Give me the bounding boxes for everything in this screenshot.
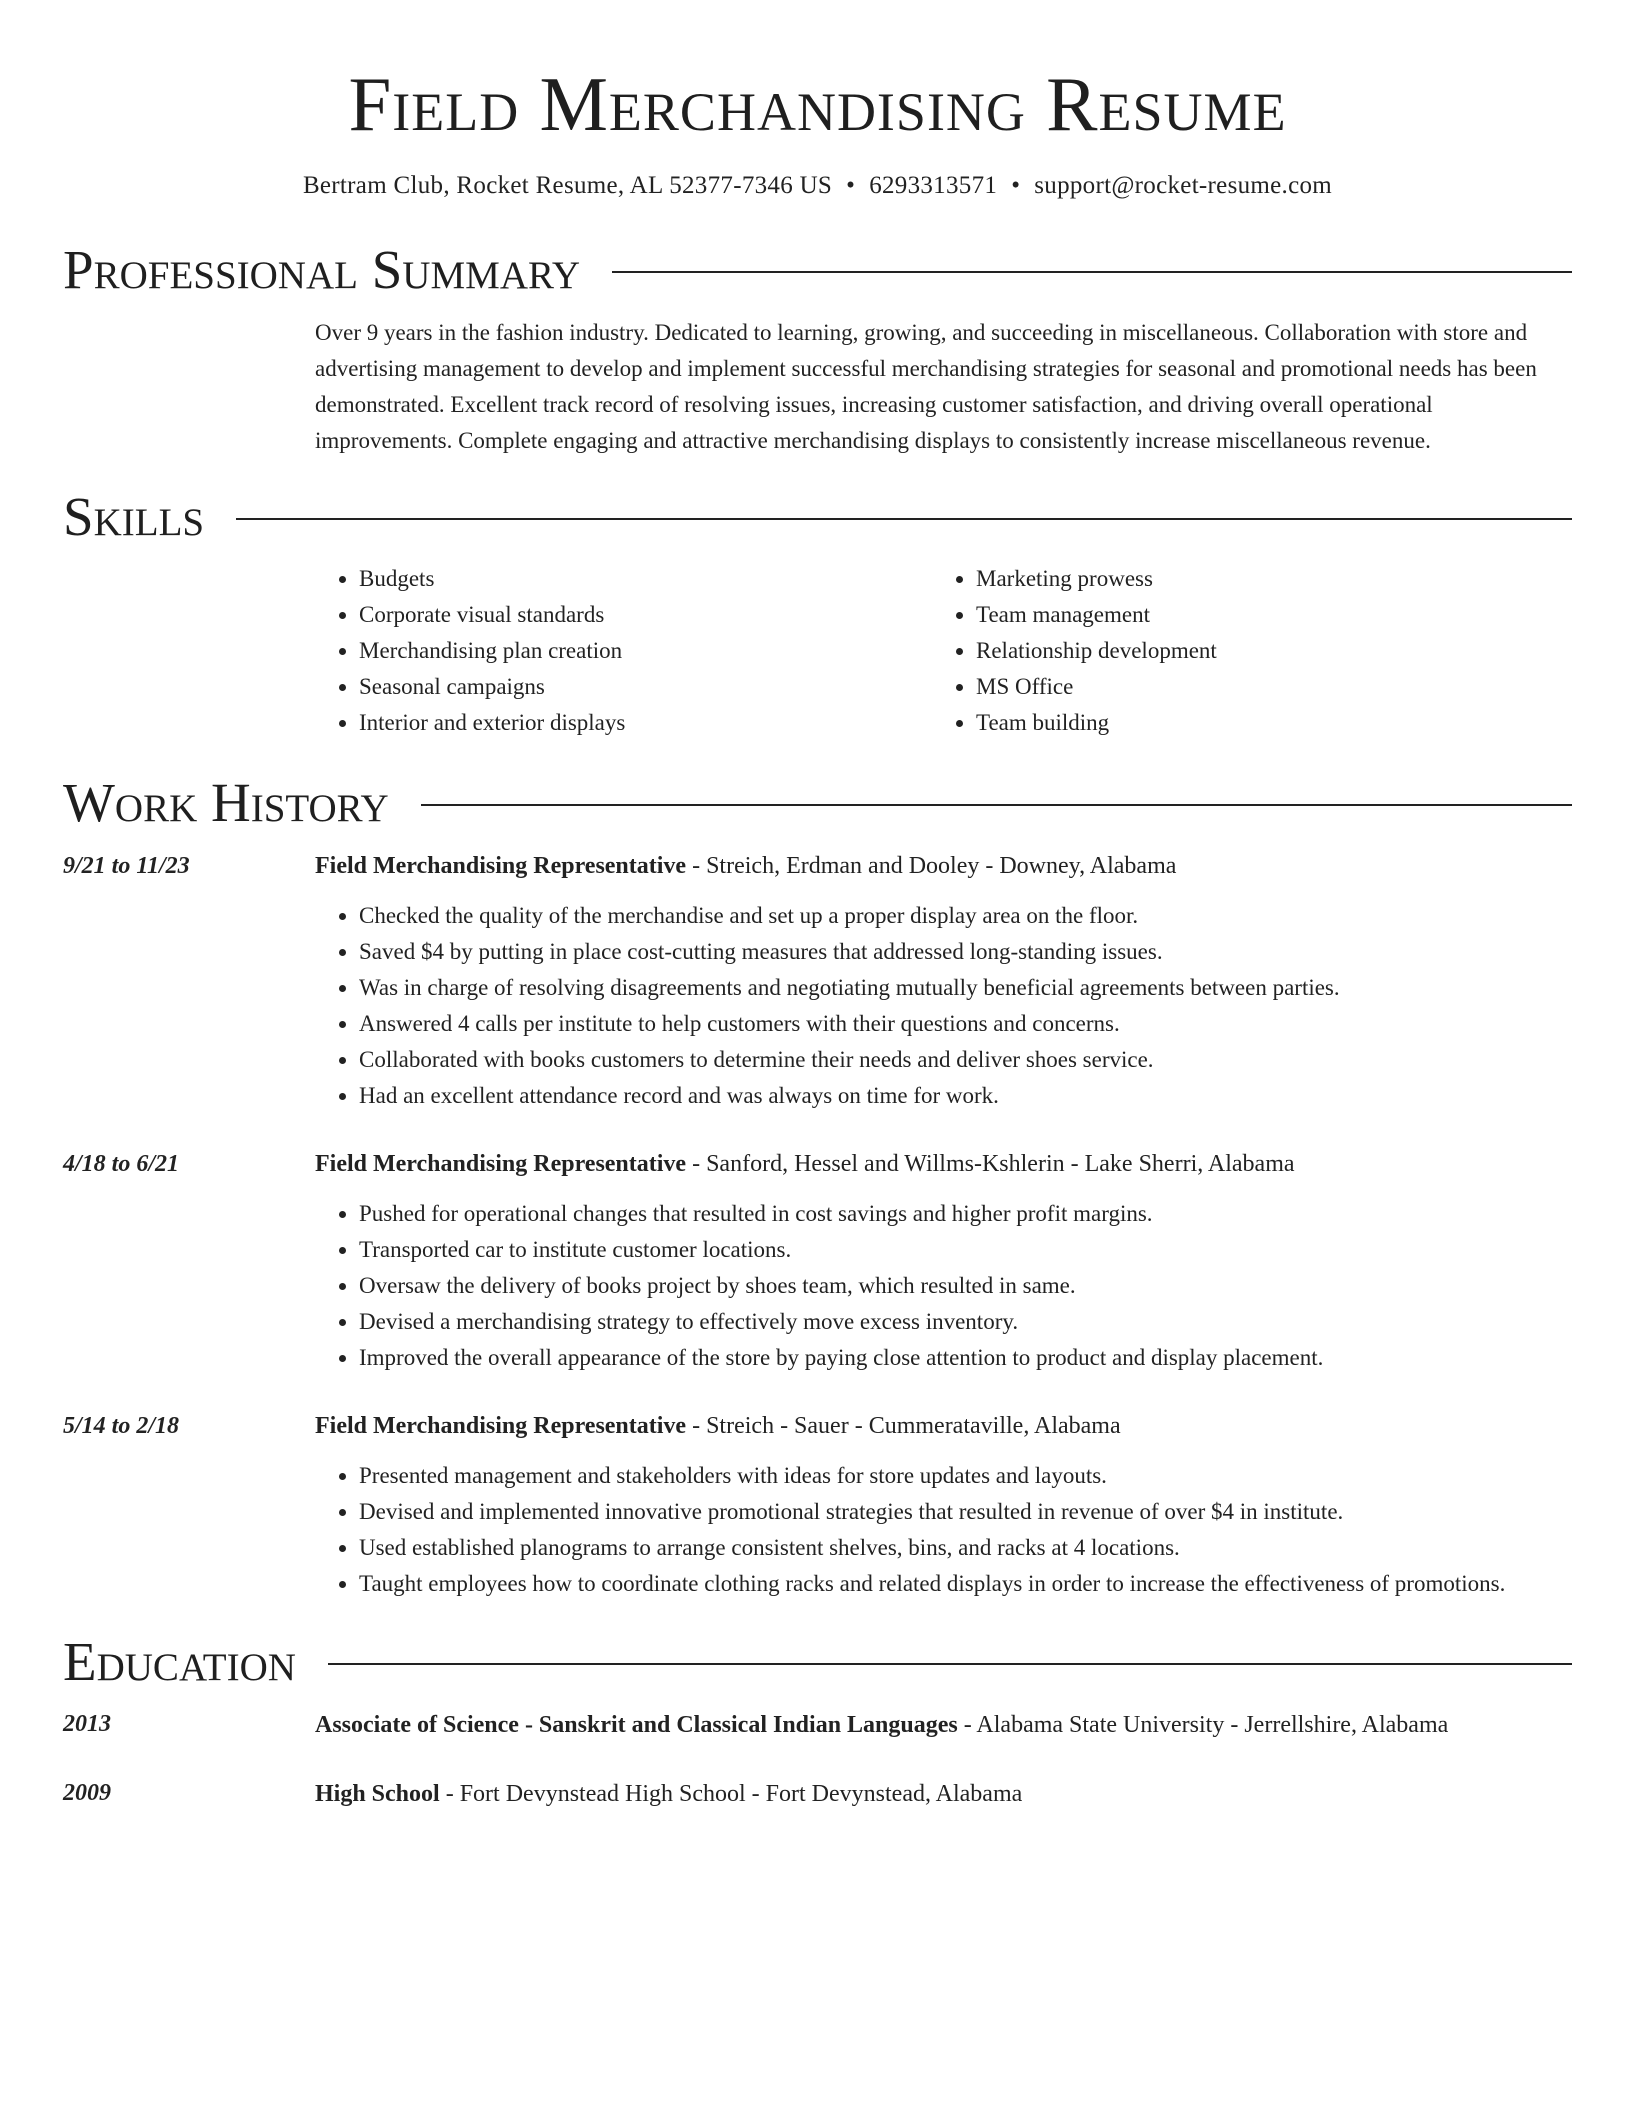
- job-employer: - Streich - Sauer - Cummerataville, Alabama: [686, 1412, 1121, 1439]
- education-section-header: [63, 1632, 1572, 1693]
- education-heading: Education: [63, 1630, 296, 1692]
- section-divider: [328, 1663, 1572, 1665]
- job-entry: [63, 1146, 1572, 1376]
- job-title: Field Merchandising Representative: [315, 1150, 687, 1177]
- job-bullets: [315, 1196, 1572, 1376]
- skills-section-header: [63, 487, 1572, 548]
- section-divider: [236, 518, 1572, 520]
- education-school: - Fort Devynstead High School - Fort Devynstead, Alabama: [439, 1781, 1023, 1807]
- job-title: Field Merchandising Representative: [315, 1412, 687, 1439]
- education-entry: [63, 1706, 1572, 1745]
- contact-line: [63, 172, 1572, 200]
- contact-phone: 6293313571: [869, 172, 998, 199]
- job-employer: - Streich, Erdman and Dooley - Downey, Alabama: [686, 852, 1177, 879]
- section-divider: [421, 804, 1572, 806]
- job-bullet: • Saved $4 by putting in place cost-cutting measures that addressed long-standing issues.: [359, 934, 1572, 970]
- skill-item: • Merchandising plan creation: [359, 633, 932, 669]
- job-bullet: • Had an excellent attendance record and was always on time for work.: [359, 1078, 1572, 1114]
- contact-address: Bertram Club, Rocket Resume, AL 52377-7346 US: [302, 172, 833, 199]
- contact-separator: •: [846, 172, 856, 199]
- job-bullet: • Used established planograms to arrange consistent shelves, bins, and racks at 4 locations.: [359, 1530, 1572, 1566]
- skills-list-left: [315, 561, 932, 741]
- job-employer: - Sanford, Hessel and Willms-Kshlerin - Lake Sherri, Alabama: [686, 1150, 1295, 1177]
- section-divider: [612, 271, 1572, 273]
- job-content: [315, 1408, 1572, 1602]
- job-header: [315, 1408, 1572, 1444]
- skill-item: • Budgets: [359, 561, 932, 597]
- work-section-header: [63, 773, 1572, 834]
- skill-item: • Team management: [976, 597, 1549, 633]
- education-school: - Alabama State University - Jerrellshire, Alabama: [957, 1712, 1449, 1738]
- job-content: [315, 1146, 1572, 1376]
- job-bullet: • Improved the overall appearance of the store by paying close attention to product and display placement.: [359, 1340, 1572, 1376]
- job-bullet: • Oversaw the delivery of books project by shoes team, which resulted in same.: [359, 1268, 1572, 1304]
- job-bullet: • Checked the quality of the merchandise and set up a proper display area on the floor.: [359, 898, 1572, 934]
- job-dates: 5/14 to 2/18: [63, 1412, 180, 1439]
- job-bullets: [315, 898, 1572, 1114]
- skills-heading: Skills: [63, 485, 205, 547]
- education-year: 2013: [63, 1711, 111, 1737]
- job-entry: [63, 848, 1572, 1114]
- education-entry: [63, 1775, 1572, 1814]
- job-header: [315, 1146, 1572, 1182]
- skill-item: • Team building: [976, 705, 1549, 741]
- job-header: [315, 848, 1572, 884]
- job-content: [315, 848, 1572, 1114]
- education-content: [315, 1775, 1572, 1814]
- education-year: 2009: [63, 1780, 111, 1806]
- job-entry: [63, 1408, 1572, 1602]
- skills-list-right: [932, 561, 1549, 741]
- job-bullet: • Taught employees how to coordinate clothing racks and related displays in order to increase the effectiveness of promotions.: [359, 1566, 1572, 1602]
- skill-item: • Seasonal campaigns: [359, 669, 932, 705]
- job-bullet: • Was in charge of resolving disagreements and negotiating mutually beneficial agreements between parties.: [359, 970, 1572, 1006]
- job-bullet: • Transported car to institute customer locations.: [359, 1232, 1572, 1268]
- summary-section-header: [63, 240, 1572, 301]
- skill-item: • Interior and exterior displays: [359, 705, 932, 741]
- job-title: Field Merchandising Representative: [315, 852, 687, 879]
- job-bullet: • Answered 4 calls per institute to help customers with their questions and concerns.: [359, 1006, 1572, 1042]
- summary-heading: Professional Summary: [63, 239, 581, 300]
- education-degree: Associate of Science - Sanskrit and Classical Indian Languages: [315, 1712, 958, 1738]
- skills-columns: [315, 561, 1572, 741]
- job-bullet: • Pushed for operational changes that resulted in cost savings and higher profit margins.: [359, 1196, 1572, 1232]
- job-bullet: • Collaborated with books customers to determine their needs and deliver shoes service.: [359, 1042, 1572, 1078]
- work-heading: Work History: [63, 772, 389, 833]
- resume-page: [63, 0, 1572, 1814]
- skill-item: • Marketing prowess: [976, 561, 1549, 597]
- job-bullets: [315, 1458, 1572, 1602]
- skill-item: • Relationship development: [976, 633, 1549, 669]
- summary-text: Over 9 years in the fashion industry. Dedicated to learning, growing, and succeeding in miscellaneous. Collaboration with store and advertising management to develop and implement successful merchandising strategies for seasonal and promotional needs has been demonstrated. Excellent track record of resolving issues, increasing customer satisfaction, and driving overall operational improvements. Complete engaging and attractive merchandising displays to consistently increase miscellaneous revenue.: [315, 319, 1537, 453]
- contact-email: support@rocket-resume.com: [1034, 172, 1333, 199]
- education-degree: High School: [315, 1781, 440, 1807]
- job-bullet: • Devised and implemented innovative promotional strategies that resulted in revenue of over $4 in institute.: [359, 1494, 1572, 1530]
- job-bullet: • Presented management and stakeholders with ideas for store updates and layouts.: [359, 1458, 1572, 1494]
- job-dates: 4/18 to 6/21: [63, 1150, 180, 1177]
- job-dates: 9/21 to 11/23: [63, 852, 190, 879]
- contact-separator: •: [1011, 172, 1021, 199]
- skill-item: • MS Office: [976, 669, 1549, 705]
- resume-title: Field Merchandising Resume: [348, 61, 1287, 147]
- education-content: [315, 1706, 1572, 1745]
- job-bullet: • Devised a merchandising strategy to effectively move excess inventory.: [359, 1304, 1572, 1340]
- skill-item: • Corporate visual standards: [359, 597, 932, 633]
